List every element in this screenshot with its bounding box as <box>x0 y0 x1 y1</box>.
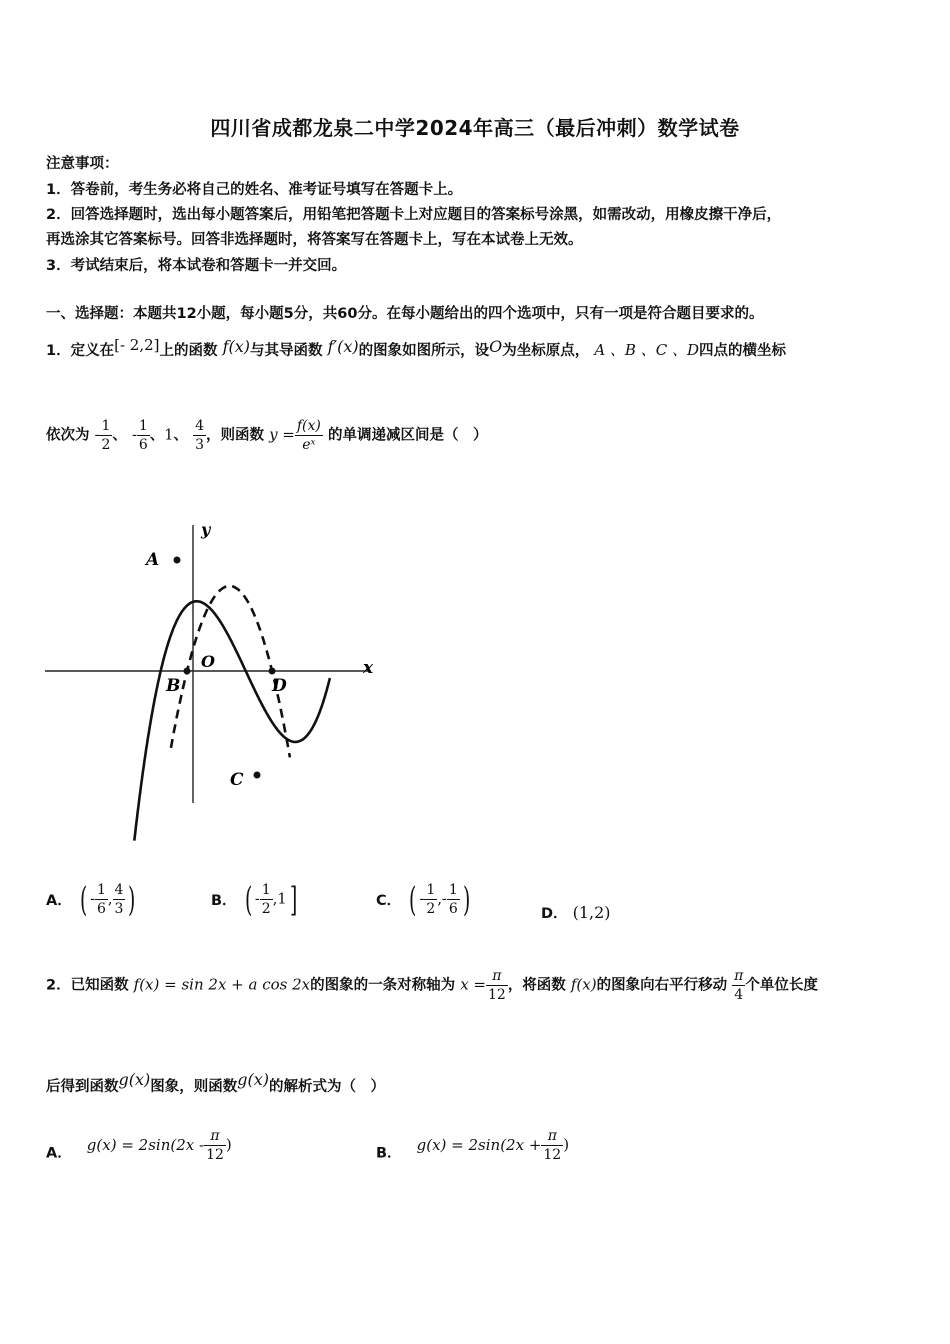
q1-x4-den: 3 <box>195 437 204 454</box>
q1-x2-num: 1 <box>137 418 150 436</box>
point-c <box>254 772 261 779</box>
q1-option-c-label: C． <box>376 893 402 910</box>
q2-shift-den: 4 <box>734 987 744 1004</box>
q1-option-c-lparen: ( <box>409 879 417 920</box>
q2-text-1: 的图象的一条对称轴为 <box>310 977 456 994</box>
q1-option-c-rparen: ) <box>462 879 471 920</box>
q1-graph <box>40 505 390 865</box>
q1-option-a-lden: 6 <box>96 901 106 918</box>
q1-text-5: 四点的横坐标 <box>698 343 786 359</box>
point-b <box>184 668 191 675</box>
q1-x3: 1 <box>164 427 174 444</box>
q1-x2-den: 6 <box>138 437 148 454</box>
q2-axis-lhs: x = <box>460 975 486 994</box>
q2-option-b-label: B． <box>376 1145 402 1162</box>
q1-option-c-lfrac <box>424 882 437 917</box>
q1-option-b-lden: 2 <box>261 901 271 918</box>
q1-option-a-lsign: - <box>90 891 95 908</box>
q1-text-2: 与其导函数 <box>250 343 323 359</box>
q2-line-2 <box>46 1070 385 1096</box>
q2-text-2: ，将函数 <box>507 977 566 994</box>
q2-axis-num: π <box>486 968 508 986</box>
q2-option-b-den: 12 <box>543 1147 562 1164</box>
q1-sep-3: 、 <box>173 427 189 444</box>
q1-y-frac <box>295 418 323 453</box>
q1-points: A 、B 、C 、D <box>594 341 699 359</box>
q1-number: 1．定义在 <box>46 343 115 359</box>
q1-option-b-comma: , <box>272 891 278 908</box>
section-heading: 一、选择题：本题共12小题，每小题5分，共60分。在每小题给出的四个选项中，只有一项是符合题目要求的。 <box>46 306 764 322</box>
label-y: y <box>201 520 211 539</box>
q1-option-b-lfrac <box>260 882 273 917</box>
q1-option-a-rnum: 4 <box>113 882 126 900</box>
q1-option-b-lparen: ( <box>244 879 252 920</box>
q1-option-a[interactable] <box>46 879 139 920</box>
q1-fpx: f′(x) <box>327 337 359 356</box>
q2-option-a[interactable] <box>46 1128 232 1163</box>
q2-option-a-label: A． <box>46 1145 72 1162</box>
q1-y-den: eˣ <box>302 437 316 454</box>
q2-option-b-post: ) <box>563 1135 570 1154</box>
q2-option-b[interactable] <box>376 1128 569 1163</box>
notice-item-2-cont: 再选涂其它答案标号。回答非选择题时，将答案写在答题卡上，写在本试卷上无效。 <box>46 232 583 248</box>
page-title: 四川省成都龙泉二中学2024年高三（最后冲刺）数学试卷 <box>210 116 740 140</box>
notice-item-1: 1．答卷前，考生务必将自己的姓名、准考证号填写在答题卡上。 <box>46 182 463 198</box>
q2-option-a-pre: g(x) = 2sin(2x - <box>86 1135 205 1154</box>
q2-text-5: 后得到函数 <box>46 1079 119 1095</box>
label-origin: O <box>201 652 215 671</box>
q1-option-b-right: 1 <box>277 891 287 908</box>
q1-interval: [- 2,2] <box>114 336 160 354</box>
q2-gx: g(x) <box>118 1070 151 1089</box>
q1-option-c-lsign: - <box>419 891 425 908</box>
q1-option-b-lnum: 1 <box>260 882 273 900</box>
q1-text-6: 依次为 <box>46 427 90 444</box>
q1-option-a-lfrac <box>95 882 108 917</box>
q1-option-d[interactable] <box>541 902 611 923</box>
q1-sep-2: 、 <box>149 427 165 444</box>
point-d <box>269 668 276 675</box>
notice-heading: 注意事项： <box>46 156 119 172</box>
q1-x4-frac <box>193 418 206 453</box>
q2-shift-num: π <box>732 968 745 986</box>
q1-x2-frac <box>137 418 150 453</box>
q1-sep-1: 、 <box>112 427 127 444</box>
q2-text-4: 个单位长度 <box>745 977 818 994</box>
q2-axis-frac <box>486 968 508 1003</box>
q1-option-d-label: D． <box>541 906 568 922</box>
q1-x1-sign: - <box>94 427 100 444</box>
q1-x1-num: 1 <box>99 418 112 436</box>
q2-option-b-frac <box>541 1128 563 1163</box>
q1-x4-num: 4 <box>193 418 206 436</box>
q2-shift-frac <box>732 968 745 1003</box>
q1-option-c-rfrac <box>447 882 460 917</box>
q1-text-8: 的单调递减区间是（ ） <box>327 427 488 444</box>
point-a <box>174 557 181 564</box>
q2-text-7: 的解析式为（ ） <box>269 1079 385 1095</box>
q1-option-b-rparen: ] <box>289 879 297 920</box>
q1-text-4: 为坐标原点， <box>502 343 590 359</box>
q1-option-c-rden: 6 <box>448 901 458 918</box>
q1-option-b-lsign: - <box>254 891 260 908</box>
label-d: D <box>272 676 287 696</box>
label-a: A <box>146 550 160 570</box>
q1-fx: f(x) <box>222 337 250 356</box>
q2-line-1 <box>46 968 818 1003</box>
q2-option-b-pre: g(x) = 2sin(2x + <box>416 1135 542 1154</box>
q1-option-c-rsign: - <box>441 891 447 908</box>
notice-item-3: 3．考试结束后，将本试卷和答题卡一并交回。 <box>46 258 347 274</box>
q1-text-1: 上的函数 <box>159 343 218 359</box>
q1-option-a-label: A． <box>46 893 72 910</box>
q2-fdef: f(x) = sin 2x + a cos 2x <box>133 975 311 994</box>
label-c: C <box>230 770 244 790</box>
q1-option-c-comma: , <box>437 891 442 908</box>
q1-option-b-label: B． <box>211 893 237 910</box>
q2-number: 2．已知函数 <box>46 977 129 994</box>
q1-y-num: f(x) <box>295 418 323 436</box>
q1-option-a-rfrac <box>113 882 126 917</box>
q1-option-a-rden: 3 <box>114 901 124 918</box>
q2-option-b-num: π <box>541 1128 563 1146</box>
q1-option-a-lnum: 1 <box>95 882 108 900</box>
q2-text-3: 的图象向右平行移动 <box>596 977 728 994</box>
q1-line-1 <box>46 336 786 360</box>
q2-axis-den: 12 <box>487 987 506 1004</box>
q1-option-c[interactable] <box>376 879 473 920</box>
f-curve <box>134 601 330 840</box>
q2-option-a-frac <box>204 1128 226 1163</box>
q2-text-6: 图象，则函数 <box>150 1079 238 1095</box>
q1-x1-frac <box>99 418 112 453</box>
label-b: B <box>166 676 181 696</box>
q1-option-a-rparen: ) <box>128 879 136 920</box>
q1-option-c-lden: 2 <box>426 901 436 918</box>
label-x: x <box>363 658 374 678</box>
q1-y-lhs: y = <box>269 425 295 444</box>
q2-fx: f(x) <box>570 975 597 994</box>
q1-option-a-lparen: ( <box>79 879 88 920</box>
q2-option-a-num: π <box>204 1128 226 1146</box>
q2-option-a-den: 12 <box>206 1147 224 1164</box>
notice-item-2: 2．回答选择题时，选出每小题答案后，用铅笔把答题卡上对应题目的答案标号涂黑，如需改动，用橡皮擦干净后， <box>46 207 782 223</box>
q2-option-a-post: ) <box>225 1135 232 1154</box>
q1-option-c-rnum: 1 <box>447 882 460 900</box>
q1-x1-den: 2 <box>101 437 111 454</box>
q1-option-c-lnum: 1 <box>424 882 437 900</box>
q1-option-b[interactable] <box>211 879 300 920</box>
q1-text-3: 的图象如图所示，设 <box>358 343 490 359</box>
q1-origin: O <box>489 337 503 356</box>
q2-gx-2: g(x) <box>237 1070 269 1089</box>
q1-option-a-comma: , <box>107 891 113 908</box>
q1-text-7: ，则函数 <box>206 427 264 444</box>
q1-x2-sign: - <box>131 427 137 444</box>
q1-line-2 <box>46 418 487 453</box>
q1-option-d-text: (1,2) <box>572 903 611 922</box>
